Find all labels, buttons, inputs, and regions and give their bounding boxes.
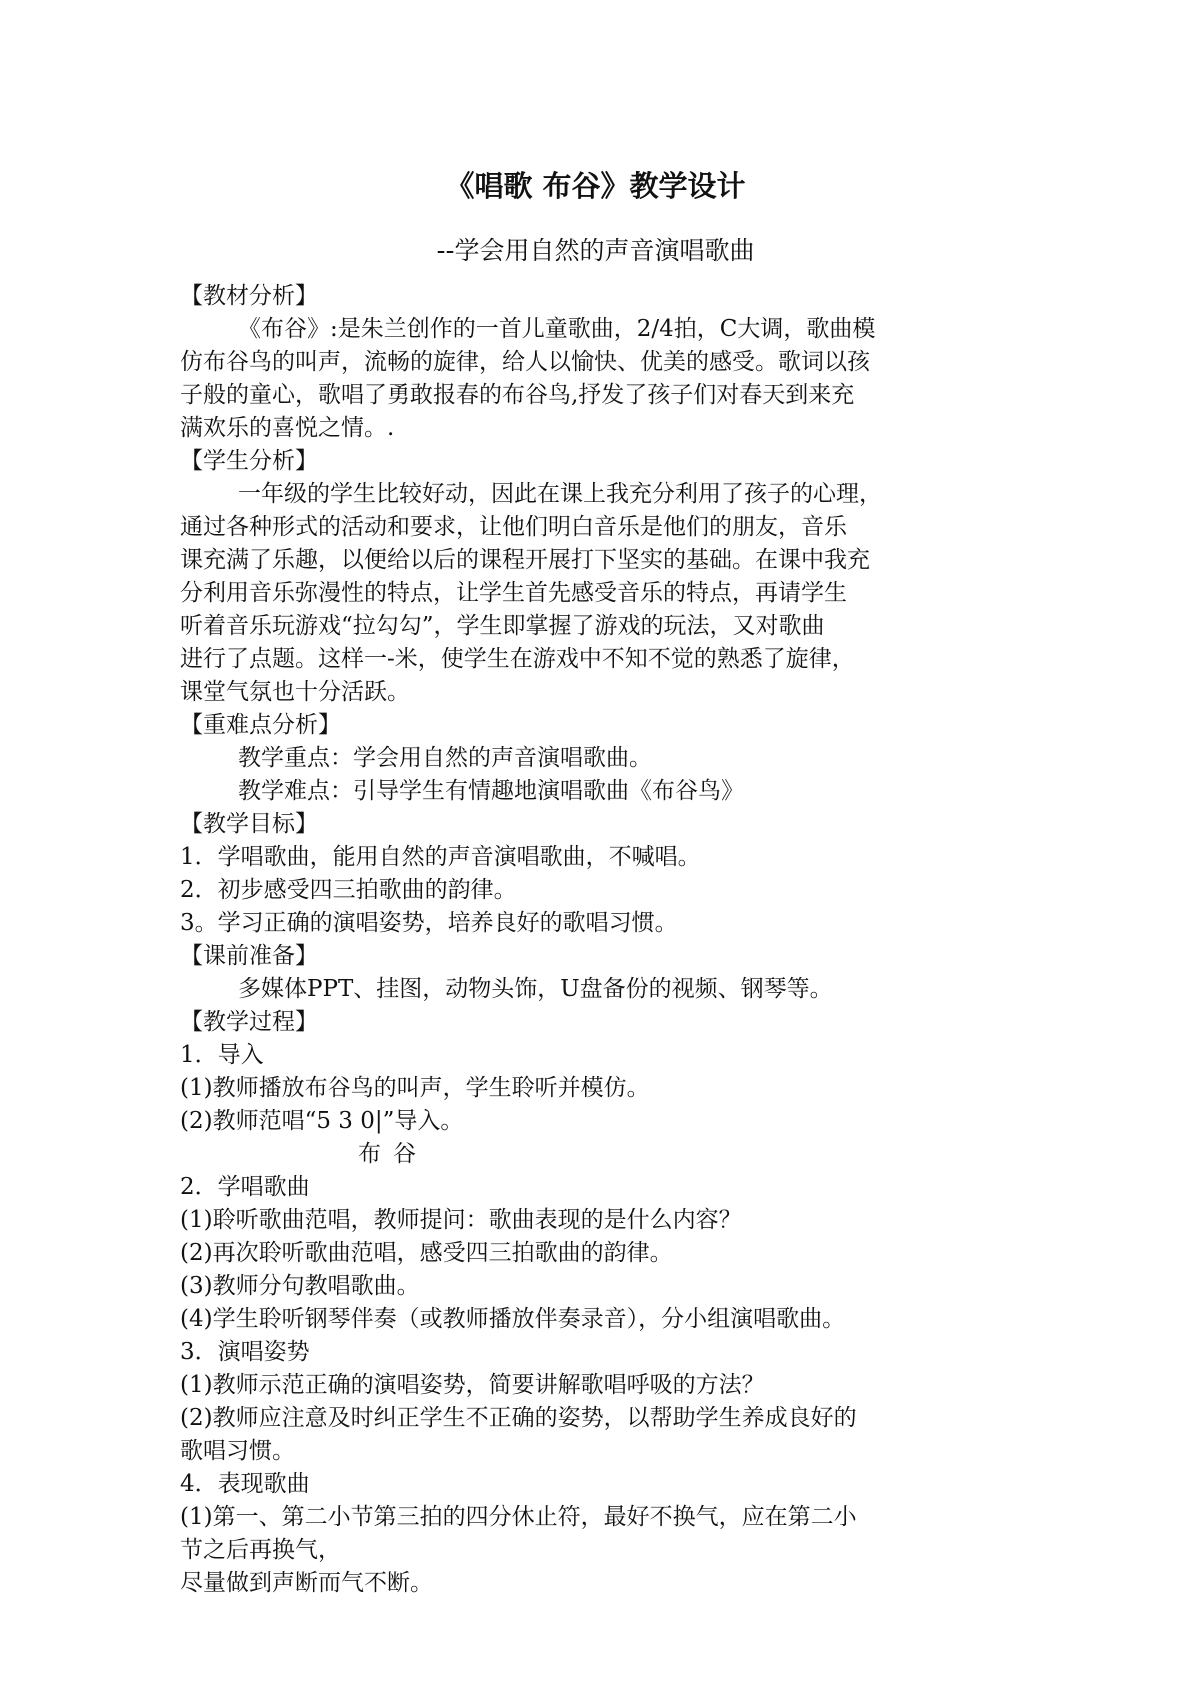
text-line: (1)聆听歌曲范唱，教师提问：歌曲表现的是什么内容？ [180,1207,742,1233]
text-line: 满欢乐的喜悦之情。. [180,415,395,441]
text-line: 【教材分析】 [180,283,318,309]
text-line: 【教学过程】 [180,1009,318,1035]
text-line: 听着音乐玩游戏“拉勾勾”，学生即掌握了游戏的玩法，又对歌曲 [180,613,825,639]
text-line: (1)第一、第二小节第三拍的四分休止符，最好不换气，应在第二小 [180,1504,857,1530]
text-line: 一年级的学生比较好动，因此在课上我充分利用了孩子的心理， [238,481,882,507]
text-line: 仿布谷鸟的叫声，流畅的旋律，给人以愉快、优美的感受。歌词以孩 [180,349,870,375]
text-line: (1)教师示范正确的演唱姿势，简要讲解歌唱呼吸的方法？ [180,1372,765,1398]
text-line: 【重难点分析】 [180,712,341,738]
document-title: 《唱歌 布谷》教学设计 [445,169,746,203]
text-line: 2．初步感受四三拍歌曲的韵律。 [180,877,517,903]
text-line: 分利用音乐弥漫性的特点，让学生首先感受音乐的特点，再请学生 [180,580,847,606]
text-line: 歌唱习惯。 [180,1438,295,1464]
text-line: (3)教师分句教唱歌曲。 [180,1273,420,1299]
text-line: 【学生分析】 [180,448,318,474]
text-line: (2)教师应注意及时纠正学生不正确的姿势，以帮助学生养成良好的 [180,1405,857,1431]
text-line: 课充满了乐趣，以便给以后的课程开展打下坚实的基础。在课中我充 [180,547,870,573]
text-line: 2．学唱歌曲 [180,1174,310,1200]
text-line: 通过各种形式的活动和要求，让他们明白音乐是他们的朋友，音乐 [180,514,847,540]
text-line: 教学重点：学会用自然的声音演唱歌曲。 [238,745,652,771]
text-line: 节之后再换气， [180,1537,341,1563]
text-line: (4)学生聆听钢琴伴奏（或教师播放伴奏录音），分小组演唱歌曲。 [180,1306,846,1332]
text-line: 1．学唱歌曲，能用自然的声音演唱歌曲，不喊唱。 [180,844,701,870]
text-line: (2)教师范唱“5 3 0|”导入。 [180,1108,464,1134]
text-line: 课堂气氛也十分活跃。 [180,679,410,705]
text-line: 4．表现歌曲 [180,1471,310,1497]
text-line: 布谷 [358,1141,428,1167]
text-line: 【课前准备】 [180,943,318,969]
document-body [180,280,1020,1600]
text-line: (1)教师播放布谷鸟的叫声，学生聆听并模仿。 [180,1075,650,1101]
text-line: 子般的童心，歌唱了勇敢报春的布谷鸟,抒发了孩子们对春天到来充 [180,382,855,408]
text-line: 多媒体PPT、挂图，动物头饰，U盘备份的视频、钢琴等。 [238,976,833,1002]
text-line: 1．导入 [180,1042,264,1068]
text-line: (2)再次聆听歌曲范唱，感受四三拍歌曲的韵律。 [180,1240,673,1266]
text-line: 教学难点：引导学生有情趣地演唱歌曲《布谷鸟》 [238,778,744,804]
text-line: 尽量做到声断而气不断。 [180,1570,433,1596]
text-line: 进行了点题。这样一-米，使学生在游戏中不知不觉的熟悉了旋律， [180,646,855,672]
document-subtitle: --学会用自然的声音演唱歌曲 [436,236,755,265]
text-line: 《布谷》:是朱兰创作的一首儿童歌曲，2/4拍，C大调，歌曲模 [238,316,876,342]
text-line: 3。学习正确的演唱姿势，培养良好的歌唱习惯。 [180,910,678,936]
text-line: 3．演唱姿势 [180,1339,310,1365]
text-line: 【教学目标】 [180,811,318,837]
